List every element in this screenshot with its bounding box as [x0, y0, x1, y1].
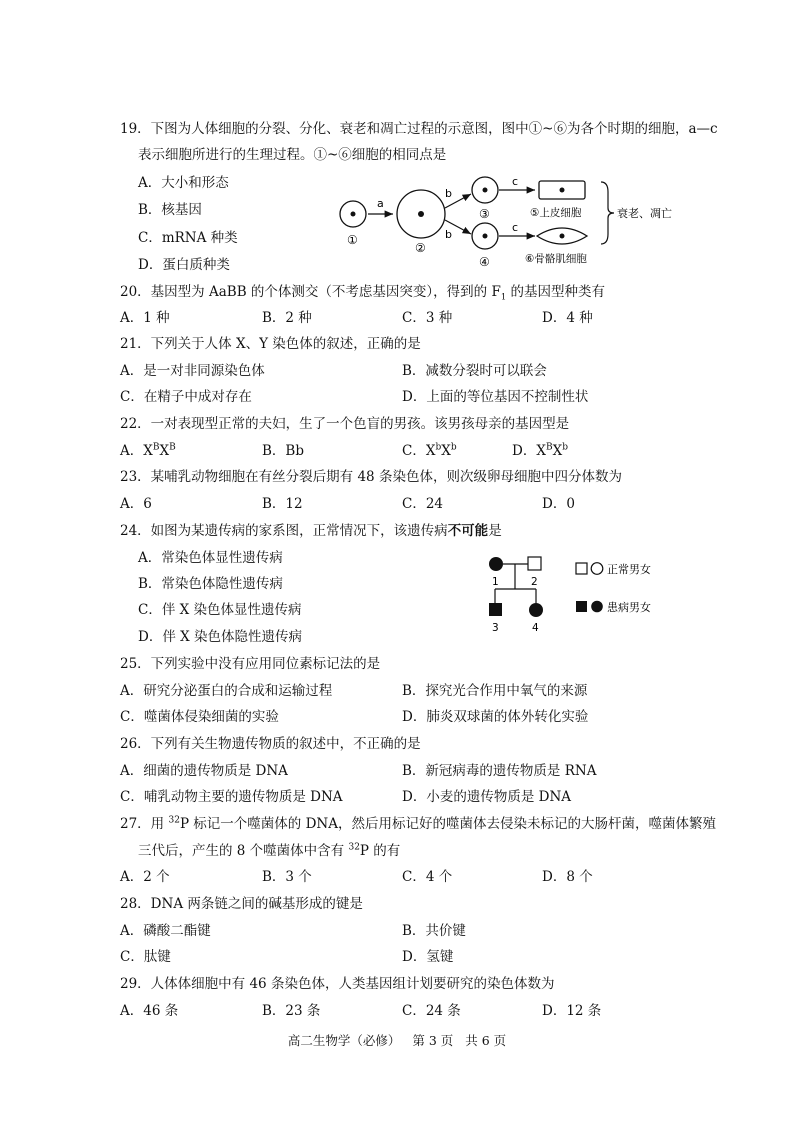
legend-affected-female: [591, 601, 603, 613]
footer-total-pages: 共 6 页: [465, 1033, 507, 1048]
q21-stem: 21．下列关于人体 X、Y 染色体的叙述，正确的是: [120, 336, 421, 352]
pedigree-id-2: 2: [531, 576, 538, 588]
q27-stem-line2: 三代后，产生的 8 个噬菌体中含有 $^{32}$P 的有: [138, 842, 401, 859]
q25-option-b: B．探究光合作用中氧气的来源: [402, 683, 588, 699]
q21-option-c: C．在精子中成对存在: [120, 389, 252, 405]
q29-option-c: C．24 条: [402, 1003, 461, 1019]
pedigree-id-4: 4: [532, 622, 539, 634]
q19-stem-line2: 表示细胞所进行的生理过程。①~⑥细胞的相同点是: [138, 147, 447, 163]
q29-option-d: D．12 条: [542, 1003, 602, 1019]
cell-3-label: ③: [479, 207, 490, 221]
q23-option-a: A．6: [120, 496, 152, 512]
cell-6-label: ⑥骨骼肌细胞: [525, 253, 587, 265]
q24-emphasis: 不可能: [447, 523, 489, 539]
q24-option-c: C．伴 X 染色体显性遗传病: [138, 602, 302, 618]
q24-pedigree-chart: [478, 553, 698, 635]
cell-1-nucleus: [351, 212, 356, 217]
q28-option-b: B．共价键: [402, 923, 466, 939]
q20-stem: 20．基因型为 AaBB 的个体测交（不考虑基因突变），得到的 $F_1$ 的基因型种类有: [120, 284, 606, 303]
footer-page-number: 第 3 页: [412, 1033, 454, 1048]
q28-option-d: D．氢键: [402, 949, 454, 965]
cell-5-nucleus: [560, 188, 565, 193]
q29-option-a: A．46 条: [120, 1003, 179, 1019]
cell-4-label: ④: [479, 255, 490, 269]
q23-option-b: B．12: [262, 496, 303, 512]
pedigree-2-normal-male: [528, 557, 541, 570]
q27-option-a: A．2 个: [120, 869, 170, 885]
cell-2-nucleus: [418, 211, 424, 217]
q26-option-b: B．新冠病毒的遗传物质是 RNA: [402, 763, 597, 779]
process-c-label-2: c: [512, 221, 519, 234]
q20-option-b: B．2 种: [262, 310, 312, 326]
cell-4-nucleus: [483, 234, 488, 239]
q25-stem: 25．下列实验中没有应用同位素标记法的是: [120, 656, 381, 672]
q28-stem: 28．DNA 两条链之间的碱基形成的键是: [120, 896, 363, 912]
q22-option-c: C．$X^bX^b$: [402, 442, 457, 459]
q19-option-d: D．蛋白质种类: [138, 257, 230, 273]
legend-normal-male: [576, 563, 587, 574]
q24-option-a: A．常染色体显性遗传病: [138, 550, 283, 566]
q27-option-d: D．8 个: [542, 869, 593, 885]
q26-option-c: C．哺乳动物主要的遗传物质是 DNA: [120, 789, 343, 805]
pedigree-id-3: 3: [492, 622, 499, 634]
process-b-label-2: b: [445, 228, 452, 241]
legend-normal-label: 正常男女: [607, 563, 651, 576]
q19-cell-diagram: [325, 170, 695, 270]
q22-stem: 22．一对表现型正常的夫妇，生了一个色盲的男孩。该男孩母亲的基因型是: [120, 416, 570, 432]
pedigree-4-affected-female: [529, 603, 543, 617]
q21-option-a: A．是一对非同源染色体: [120, 363, 265, 379]
q20-option-a: A．1 种: [120, 310, 170, 326]
process-a-label: a: [377, 197, 384, 210]
q19-option-a: A．大小和形态: [138, 175, 229, 191]
q22-option-a: A．$X^BX^B$: [120, 442, 176, 459]
q19-option-c: C．mRNA 种类: [138, 230, 238, 246]
q27-option-b: B．3 个: [262, 869, 312, 885]
cell-6-nucleus: [560, 234, 565, 239]
q21-option-d: D．上面的等位基因不控制性状: [402, 389, 589, 405]
page-footer: [0, 1031, 794, 1049]
q24-option-d: D．伴 X 染色体隐性遗传病: [138, 629, 303, 645]
q27-stem-line1: 27．用 $^{32}$P 标记一个噬菌体的 DNA，然后用标记好的噬菌体去侵染未标记的大肠杆菌，噬菌体繁殖: [120, 815, 716, 832]
legend-affected-male: [576, 601, 587, 612]
q26-option-a: A．细菌的遗传物质是 DNA: [120, 763, 288, 779]
q29-option-b: B．23 条: [262, 1003, 321, 1019]
legend-normal-female: [591, 563, 603, 575]
footer-subject: 高二生物学（必修）: [287, 1033, 401, 1048]
q23-option-c: C．24: [402, 496, 444, 512]
cell-2-label: ②: [415, 241, 426, 255]
q20-option-d: D．4 种: [542, 310, 593, 326]
q19-option-b: B．核基因: [138, 202, 202, 218]
q23-stem: 23．某哺乳动物细胞在有丝分裂后期有 48 条染色体，则次级卵母细胞中四分体数为: [120, 469, 622, 485]
q26-stem: 26．下列有关生物遗传物质的叙述中，不正确的是: [120, 736, 421, 752]
q28-option-c: C．肽键: [120, 949, 171, 965]
process-b-label-1: b: [445, 187, 452, 200]
pedigree-1-affected-female: [489, 557, 503, 571]
q24-stem: 24．如图为某遗传病的家系图，正常情况下，该遗传病不可能是: [120, 523, 502, 539]
q27-option-c: C．4 个: [402, 869, 453, 885]
q28-option-a: A．磷酸二酯键: [120, 923, 211, 939]
pedigree-3-affected-male: [489, 603, 502, 616]
q22-option-b: B．Bb: [262, 443, 304, 459]
q19-stem-line1: 19．下图为人体细胞的分裂、分化、衰老和凋亡过程的示意图，图中①~⑥为各个时期的细胞，a—c: [120, 121, 718, 137]
pedigree-id-1: 1: [492, 576, 499, 588]
q25-option-a: A．研究分泌蛋白的合成和运输过程: [120, 683, 333, 699]
q21-option-b: B．减数分裂时可以联会: [402, 363, 547, 379]
process-c-label-1: c: [512, 175, 519, 188]
cell-3-nucleus: [483, 188, 488, 193]
brace: [601, 182, 614, 244]
cell-5-label: ⑤上皮细胞: [530, 207, 582, 219]
cell-1-label: ①: [347, 233, 358, 247]
q20-option-c: C．3 种: [402, 310, 453, 326]
q26-option-d: D．小麦的遗传物质是 DNA: [402, 789, 572, 805]
q24-option-b: B．常染色体隐性遗传病: [138, 576, 283, 592]
legend-affected-label: 患病男女: [607, 601, 651, 614]
q25-option-d: D．肺炎双球菌的体外转化实验: [402, 709, 589, 725]
q23-option-d: D．0: [542, 496, 575, 512]
q29-stem: 29．人体体细胞中有 46 条染色体，人类基因组计划要研究的染色体数为: [120, 976, 555, 992]
q22-option-d: D．$X^BX^b$: [512, 442, 568, 459]
q25-option-c: C．噬菌体侵染细菌的实验: [120, 709, 279, 725]
fate-label: 衰老、凋亡: [617, 207, 672, 220]
